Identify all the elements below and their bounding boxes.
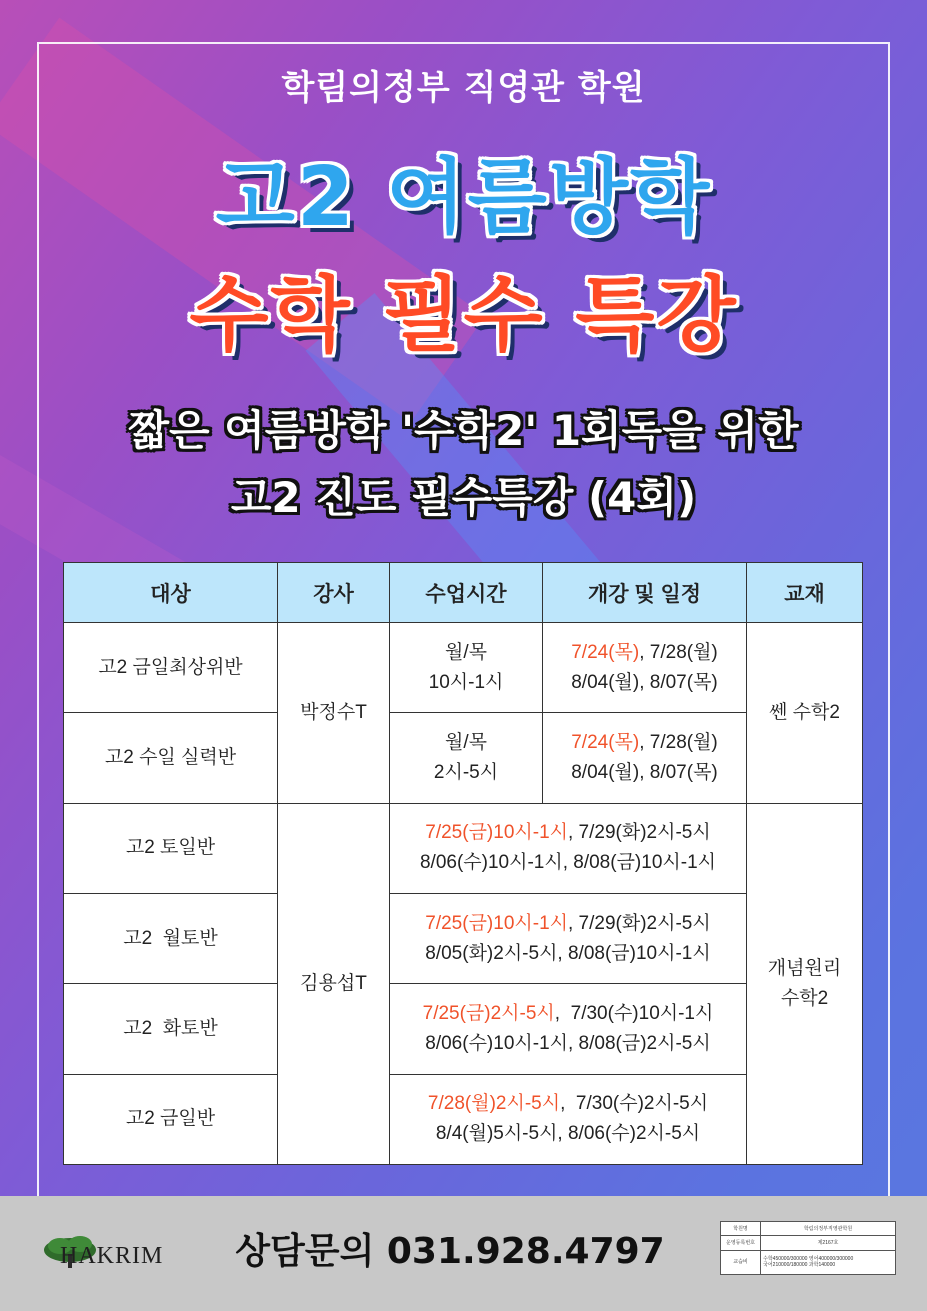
time-cell (390, 713, 543, 803)
schedule-cell (543, 623, 747, 713)
schedule-cell (543, 713, 747, 803)
header-target: 대상 (64, 563, 278, 623)
start-date: 7/24(목) (571, 731, 640, 753)
header-book: 교재 (747, 563, 863, 623)
academy-name: 학림의정부 직영관 학원 (281, 68, 646, 108)
header-schedule: 개강 및 일정 (543, 563, 747, 623)
time-cell (390, 623, 543, 713)
fee-value-line-1: 수학450000/300000 영어400000/300000 (763, 1256, 854, 1263)
subtitle-line-2: 고2 진도 필수특강 (4회) (230, 473, 697, 522)
schedule-line-2: 8/06(수)10시-1시, 8/08(금)10시-1시 (419, 852, 716, 874)
time-hours: 10시-1시 (428, 671, 504, 693)
tuition-fee-table (720, 1221, 896, 1275)
schedule-line-2: 8/04(월), 8/07(목) (571, 671, 718, 693)
book-cell: 개념원리 수학2 (747, 803, 863, 1164)
table-row (64, 893, 863, 983)
class-target: 고2 수일 실력반 (64, 713, 278, 803)
schedule-cell (390, 893, 747, 983)
header-teacher: 강사 (278, 563, 390, 623)
class-target: 고2 토일반 (64, 803, 278, 893)
table-header-row (64, 563, 863, 623)
teacher-cell: 박정수T (278, 623, 390, 804)
class-target: 고2 금일반 (64, 1074, 278, 1164)
fee-label: 학원명 (721, 1222, 761, 1236)
table-row (64, 623, 863, 713)
teacher-cell: 김용섭T (278, 803, 390, 1164)
start-date: 7/28(월)2시-5시 (427, 1093, 561, 1115)
schedule-rest: , 7/30(수)2시-5시 (560, 1093, 709, 1115)
start-date: 7/25(금)2시-5시 (422, 1002, 555, 1024)
fee-label: 교습비 (721, 1250, 761, 1274)
schedule-rest: , 7/28(월) (639, 641, 718, 663)
time-hours: 2시-5시 (433, 761, 499, 783)
fee-value: 학림의정부직영관학원 (761, 1222, 896, 1236)
class-target: 고2 화토반 (64, 984, 278, 1074)
fee-value (761, 1250, 896, 1274)
schedule-table (63, 562, 863, 1165)
schedule-line-2: 8/05(화)2시-5시, 8/08(금)10시-1시 (425, 942, 711, 964)
schedule-rest: , 7/30(수)10시-1시 (554, 1002, 714, 1024)
table-row (64, 984, 863, 1074)
schedule-rest: , 7/29(화)2시-5시 (568, 912, 711, 934)
book-cell: 쎈 수학2 (747, 623, 863, 804)
schedule-line-2: 8/04(월), 8/07(목) (571, 761, 718, 783)
contact-phone: 상담문의 031.928.4797 (235, 1231, 665, 1272)
schedule-line-2: 8/06(수)10시-1시, 8/08(금)2시-5시 (425, 1032, 711, 1054)
header-time: 수업시간 (390, 563, 543, 623)
schedule-line-2: 8/4(월)5시-5시, 8/06(수)2시-5시 (435, 1123, 701, 1145)
fee-value: 제2167호 (761, 1236, 896, 1250)
schedule-cell (390, 1074, 747, 1164)
start-date: 7/24(목) (571, 641, 640, 663)
schedule-cell (390, 803, 747, 893)
time-days: 월/목 (445, 641, 487, 663)
fee-value-line-2: 국어210000/180000 과학140000 (763, 1262, 836, 1269)
fee-label: 운영등록번호 (721, 1236, 761, 1250)
table-row (64, 713, 863, 803)
start-date: 7/25(금)10시-1시 (425, 912, 568, 934)
subtitle-line-1: 짧은 여름방학 '수학2' 1회독을 위한 (128, 406, 799, 455)
schedule-rest: , 7/28(월) (639, 731, 718, 753)
table-row (64, 803, 863, 893)
class-target: 고2 금일최상위반 (64, 623, 278, 713)
time-days: 월/목 (445, 731, 487, 753)
table-row (64, 1074, 863, 1164)
logo-text: HAKRIM (60, 1243, 164, 1269)
start-date: 7/25(금)10시-1시 (425, 822, 568, 844)
title-line-1: 고2 여름방학 (215, 150, 712, 245)
class-target: 고2 월토반 (64, 893, 278, 983)
title-line-2: 수학 필수 특강 (189, 268, 738, 363)
schedule-cell (390, 984, 747, 1074)
schedule-rest: , 7/29(화)2시-5시 (568, 822, 711, 844)
